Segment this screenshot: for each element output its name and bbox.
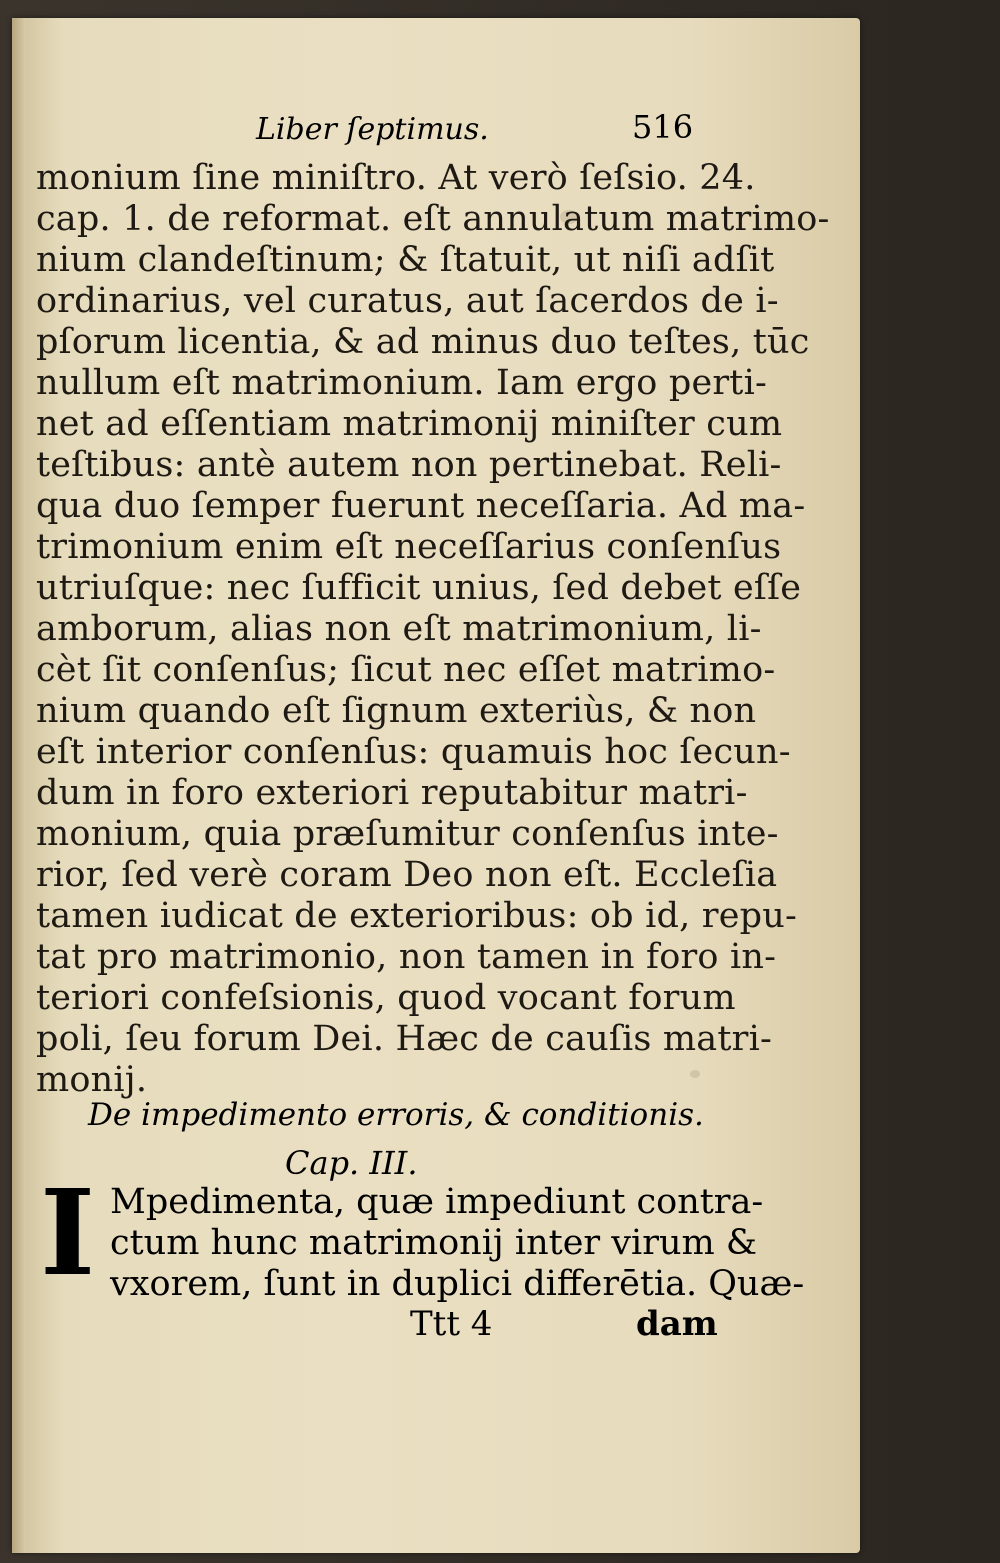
catchword: dam bbox=[636, 1304, 718, 1344]
signature-mark: Ttt 4 bbox=[410, 1304, 493, 1344]
text-line: cap. 1. de reformat. eſt annulatum matrimo- bbox=[36, 199, 830, 239]
text-line: monium, quia præſumitur conſenſus inte- bbox=[36, 814, 779, 854]
text-line: trimonium enim eſt neceſſarius conſenſus bbox=[36, 527, 782, 567]
text-line: rior, ſed verè coram Deo non eſt. Eccleſia bbox=[36, 855, 778, 895]
text-line: teriori confeſsionis, quod vocant forum bbox=[36, 978, 736, 1018]
text-line: qua duo ſemper fuerunt neceſſaria. Ad ma- bbox=[36, 486, 806, 526]
text-line: pſorum licentia, & ad minus duo teſtes, tūc bbox=[36, 322, 810, 362]
text-line: utriuſque: nec ſufficit unius, ſed debet eſſe bbox=[36, 568, 802, 608]
text-line: dum in foro exteriori reputabitur matri- bbox=[36, 773, 748, 813]
text-line: tamen iudicat de exterioribus: ob id, repu- bbox=[36, 896, 797, 936]
drop-initial: I bbox=[40, 1163, 96, 1302]
text-line: teſtibus: antè autem non pertinebat. Reli- bbox=[36, 445, 782, 485]
page-number: 516 bbox=[632, 108, 694, 146]
text-line: nullum eſt matrimonium. Iam ergo perti- bbox=[36, 363, 767, 403]
text-line: tat pro matrimonio, non tamen in foro in- bbox=[36, 937, 777, 977]
text-line: poli, ſeu forum Dei. Hæc de cauſis matri- bbox=[36, 1019, 772, 1059]
page-gutter bbox=[12, 18, 26, 1553]
text-line: monium ſine miniſtro. At verò ſeſsio. 24. bbox=[36, 158, 756, 198]
text-line: amborum, alias non eſt matrimonium, li- bbox=[36, 609, 762, 649]
text-line: vxorem, ſunt in duplici differētia. Quæ- bbox=[110, 1264, 805, 1304]
chapter-number: Cap. III. bbox=[285, 1144, 418, 1182]
foxing-spot bbox=[690, 1070, 700, 1078]
text-line: Mpedimenta, quæ impediunt contra- bbox=[110, 1182, 764, 1222]
text-line: ordinarius, vel curatus, aut ſacerdos de i- bbox=[36, 281, 779, 321]
section-heading: De impedimento erroris, & conditionis. bbox=[88, 1097, 704, 1133]
text-line: monij. bbox=[36, 1060, 148, 1100]
running-head: Liber ſeptimus. bbox=[256, 112, 489, 147]
text-line: cèt ſit conſenſus; ſicut nec eſſet matrimo- bbox=[36, 650, 776, 690]
text-line: nium clandeſtinum; & ſtatuit, ut niſi adſit bbox=[36, 240, 775, 280]
text-line: net ad eſſentiam matrimonij miniſter cum bbox=[36, 404, 783, 444]
text-line: nium quando eſt ſignum exteriùs, & non bbox=[36, 691, 757, 731]
text-line: ctum hunc matrimonij inter virum & bbox=[110, 1223, 757, 1263]
text-line: eſt interior conſenſus: quamuis hoc ſecun- bbox=[36, 732, 791, 772]
